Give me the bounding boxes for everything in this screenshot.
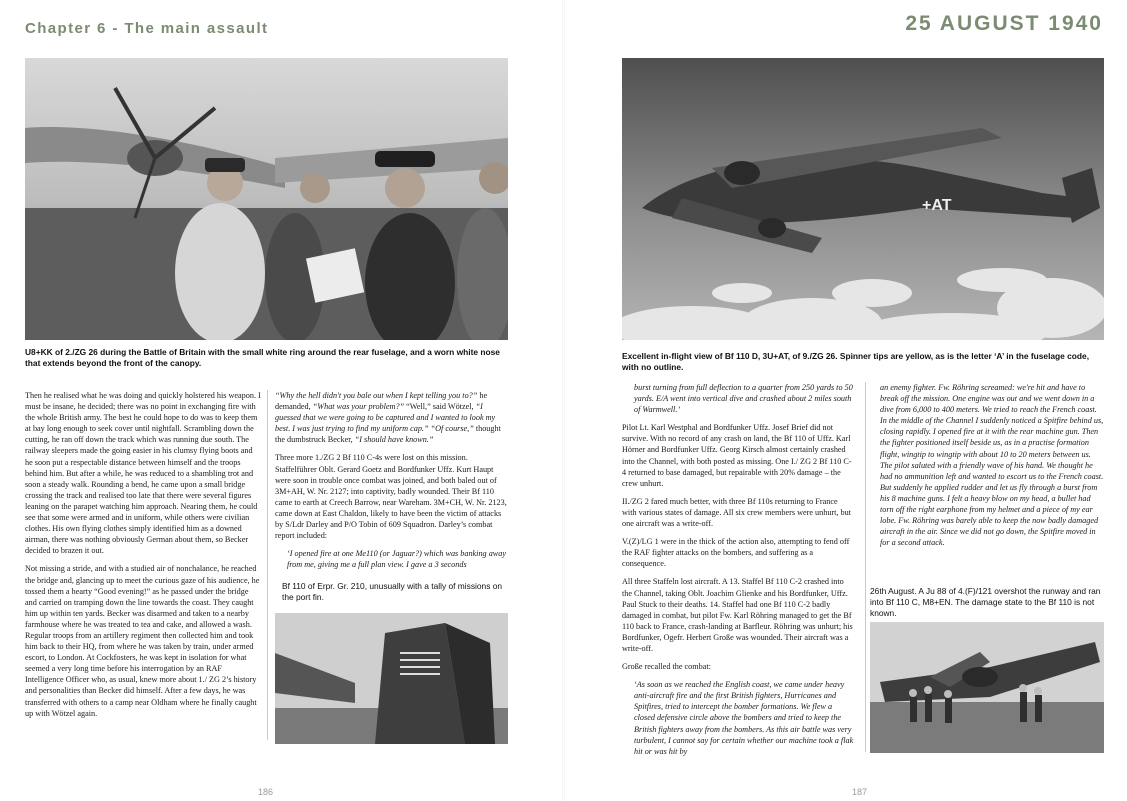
grosse-recollection-quote: ‘As soon as we reached the English coast, we came under heavy anti-aircraft fire and the first British fighters, Hurricanes and Spitfires, tried to intercept the bomber formations. We flew a closed defensive circle above the bombers and tried to keep the British fighters away from the bombers. As this air battle was very turbulent, I cannot say for certain whether our machine took a flak hit or was hit by xyxy=(634,680,854,756)
right-photo-caption: Excellent in-flight view of Bf 110 D, 3U+AT, of 9./ZG 26. Spinner tips are yellow, as is the letter ‘A’ in the fuselage code, with no outline. xyxy=(622,351,1090,372)
paragraph: Not missing a stride, and with a studied air of nonchalance, he reached the bridge and, glancing up to meet the curious gaze of his audience, he tossed them a hearty “Good evening!” as he passed under the bridge and carried on tramping down the line towards the coast. They caught him up within ten yards. Becker was disarmed and taken to a nearby farmhouse where he was treated to tea and cake, and allowed a wash. Regular troops from an artillery regiment then collected him and took him back to their HQ, from where he was taken by train, under armed escort, to London. At Cockfosters, he was kept in isolation for what seemed a very long time before his interrogation by an RAF Intelligence Officer who, as usual, knew more about 1./ ZG 2’s history and personalities than Becker did himself. After a few days, he was transferred with others to a camp near Oldham where he finally caught up with Wötzel again. xyxy=(25,564,260,718)
fuselage-code-icon: +AT xyxy=(922,197,952,214)
left-text-column-1 xyxy=(25,390,261,726)
left-page-number: 186 xyxy=(258,787,274,797)
column-divider xyxy=(267,390,268,740)
combat-report-quote: ‘I opened fire at one Me110 (or Jaguar?) which was banking away from me, giving me a full plan view. I gave a 3 seconds xyxy=(287,549,506,570)
inflight-bf110-photo xyxy=(622,58,1104,340)
ju88-photo-caption: 26th August. A Ju 88 of 4.(F)/121 overshot the runway and ran into Bf 110 C, M8+EN. The damage state to the Bf 110 is not known. xyxy=(870,586,1101,618)
chapter-title: Chapter 6 - The main assault xyxy=(25,20,269,37)
date-title: 25 AUGUST 1940 xyxy=(905,12,1103,35)
dialogue-paragraph: “Why the hell didn't you bale out when I kept telling you to?” he demanded, “What was your problem?” “Well,” said Wötzel, “I guessed that we were going to be captured and I wanted to look my best. I was just trying to find my uniform cap.” “Of course,” thought the dumbstruck Becker, “I should have known.” xyxy=(275,391,501,445)
fin-photo-caption: Bf 110 of Erpr. Gr. 210, unusually with a tally of missions on the port fin. xyxy=(282,581,503,602)
aircrew-photo xyxy=(25,58,508,340)
combat-report-quote-continued: burst turning from full deflection to a quarter from 250 yards to 50 yards. E/A went into vertical dive and crashed about 2 miles south of Warmwell.’ xyxy=(634,383,853,415)
column-divider xyxy=(865,382,866,752)
paragraph: Pilot Lt. Karl Westphal and Bordfunker Uffz. Josef Brief did not survive. With no record of any crash on land, the Bf 110 of Uffz. Karl Hörner and Bordfunker Uffz. Georg Kirsch almost certainly crashed into the Channel, with both posted as missing. One I./ ZG 2 Bf 110 C-4 returned to base damaged, but repairable with 20% damage – the crew unhurt. xyxy=(622,423,852,488)
paragraph: Große recalled the combat: xyxy=(622,662,711,672)
paragraph: II./ZG 2 fared much better, with three Bf 110s returning to France with various states of damage. All six crew members were unhurt, but one aircraft was a write-off. xyxy=(622,496,851,529)
right-text-column-1 xyxy=(622,382,854,764)
inflight-bf110-illustration xyxy=(622,58,1104,340)
right-text-column-2 xyxy=(872,382,1104,555)
paragraph: Then he realised what he was doing and quickly holstered his weapon. I must be insane, he decided; there was no point in exchanging fire with the whole British army. The best he could hope to do was to keep them at bay long enough to seek cover until nightfall. Scrambling down the cutting, he ran off down the track which was running due south. The railway sleepers made the going easier in his clumsy flying boots and he soon put a respectable distance between himself and the troops behind him. But after a while, he was reduced to a shambling trot and soon a steady walk. Rounding a bend, he came upon a small bridge crossing the track and realised too late that there were several figures leaning on the parapet watching him approach. Nearing them, he could see that some were armed and in uniform, while others were civilian clothes. His own flying clothes simply identified him as a downed airman, there was nothing obviously German about them, so Becker decided to brazen it out. xyxy=(25,391,261,556)
tail-fin-photo xyxy=(275,613,508,744)
left-photo-caption: U8+KK of 2./ZG 26 during the Battle of Britain with the small white ring around the rear fuselage, and a worn white nose that extends beyond the front of the canopy. xyxy=(25,347,500,368)
paragraph: Three more 1./ZG 2 Bf 110 C-4s were lost on this mission. Staffelführer Oblt. Gerard Goetz and Bordfunker Uffz. Kurt Haupt were soon in trouble once combat was joined, and both baled out of 3M+AH, W. Nr. 2127; into captivity, badly wounded. Their Bf 110 came to earth at Creech Barrow, near Wareham. 3M+CH, W. Nr. 2123, came down at East Chaldon, likely to have been the victim of attacks by S/Ldr Darley and P/O Tobin of 609 Squadron. Darley’s combat report included: xyxy=(275,453,507,541)
paragraph: V.(Z)/LG 1 were in the thick of the action also, attempting to fend off the RAF fighter attacks on the bombers, and suffering as a consequence. xyxy=(622,537,850,569)
ju88-crash-illustration xyxy=(870,622,1104,753)
left-text-column-2 xyxy=(275,390,508,577)
tail-fin-illustration xyxy=(275,613,508,744)
grosse-recollection-quote-continued: an enemy fighter. Fw. Röhring screamed: we're hit and have to break off the mission. One engine was out and we went down in a dive from 6,000 to 400 meters. We tried to reach the French coast. In the middle of the Channel I suddenly noticed a Spitfire behind us, closing rapidly. I opened fire at it with the rear machine gun. Then the fighter positioned itself beside us, as in a practise formation flight, wingtip to wingtip with about 10 to 20 meters between us. The pilot saluted with a friendly wave of his hand. We thought he had no ammunition left and wanted to escort us to the French coast. But suddenly he applied rudder and let us fly through a burst from his 8 machine guns. I felt a heavy blow on my head, a bullet had torn off the right earphone from my helmet and a piece of my ear lobe. Fw. Röhring was barely able to keep the now badly damaged aircraft in the air. Since we did not go down, the Spitfire moved in for a second attack. xyxy=(880,383,1104,548)
aircrew-photo-illustration xyxy=(25,58,508,340)
paragraph: All three Staffeln lost aircraft. A 13. Staffel Bf 110 C-2 crashed into the Channel, taking Oblt. Joachim Glienke and his Bordfunker, Uffz. Paul Stuck to their deaths. 14. Staffel had one Bf 110 C-2 badly damaged in combat, but pilot Fw. Karl Röhring managed to get the Bf 110 back to France, crash-landing at Barfleur. Röhring was unhurt; his Bordfunker, Ogefr. Herbert Große was wounded. Their aircraft was a write-off. xyxy=(622,577,853,653)
page-gutter xyxy=(562,0,565,801)
ju88-crash-photo xyxy=(870,622,1104,753)
right-page-number: 187 xyxy=(852,787,868,797)
